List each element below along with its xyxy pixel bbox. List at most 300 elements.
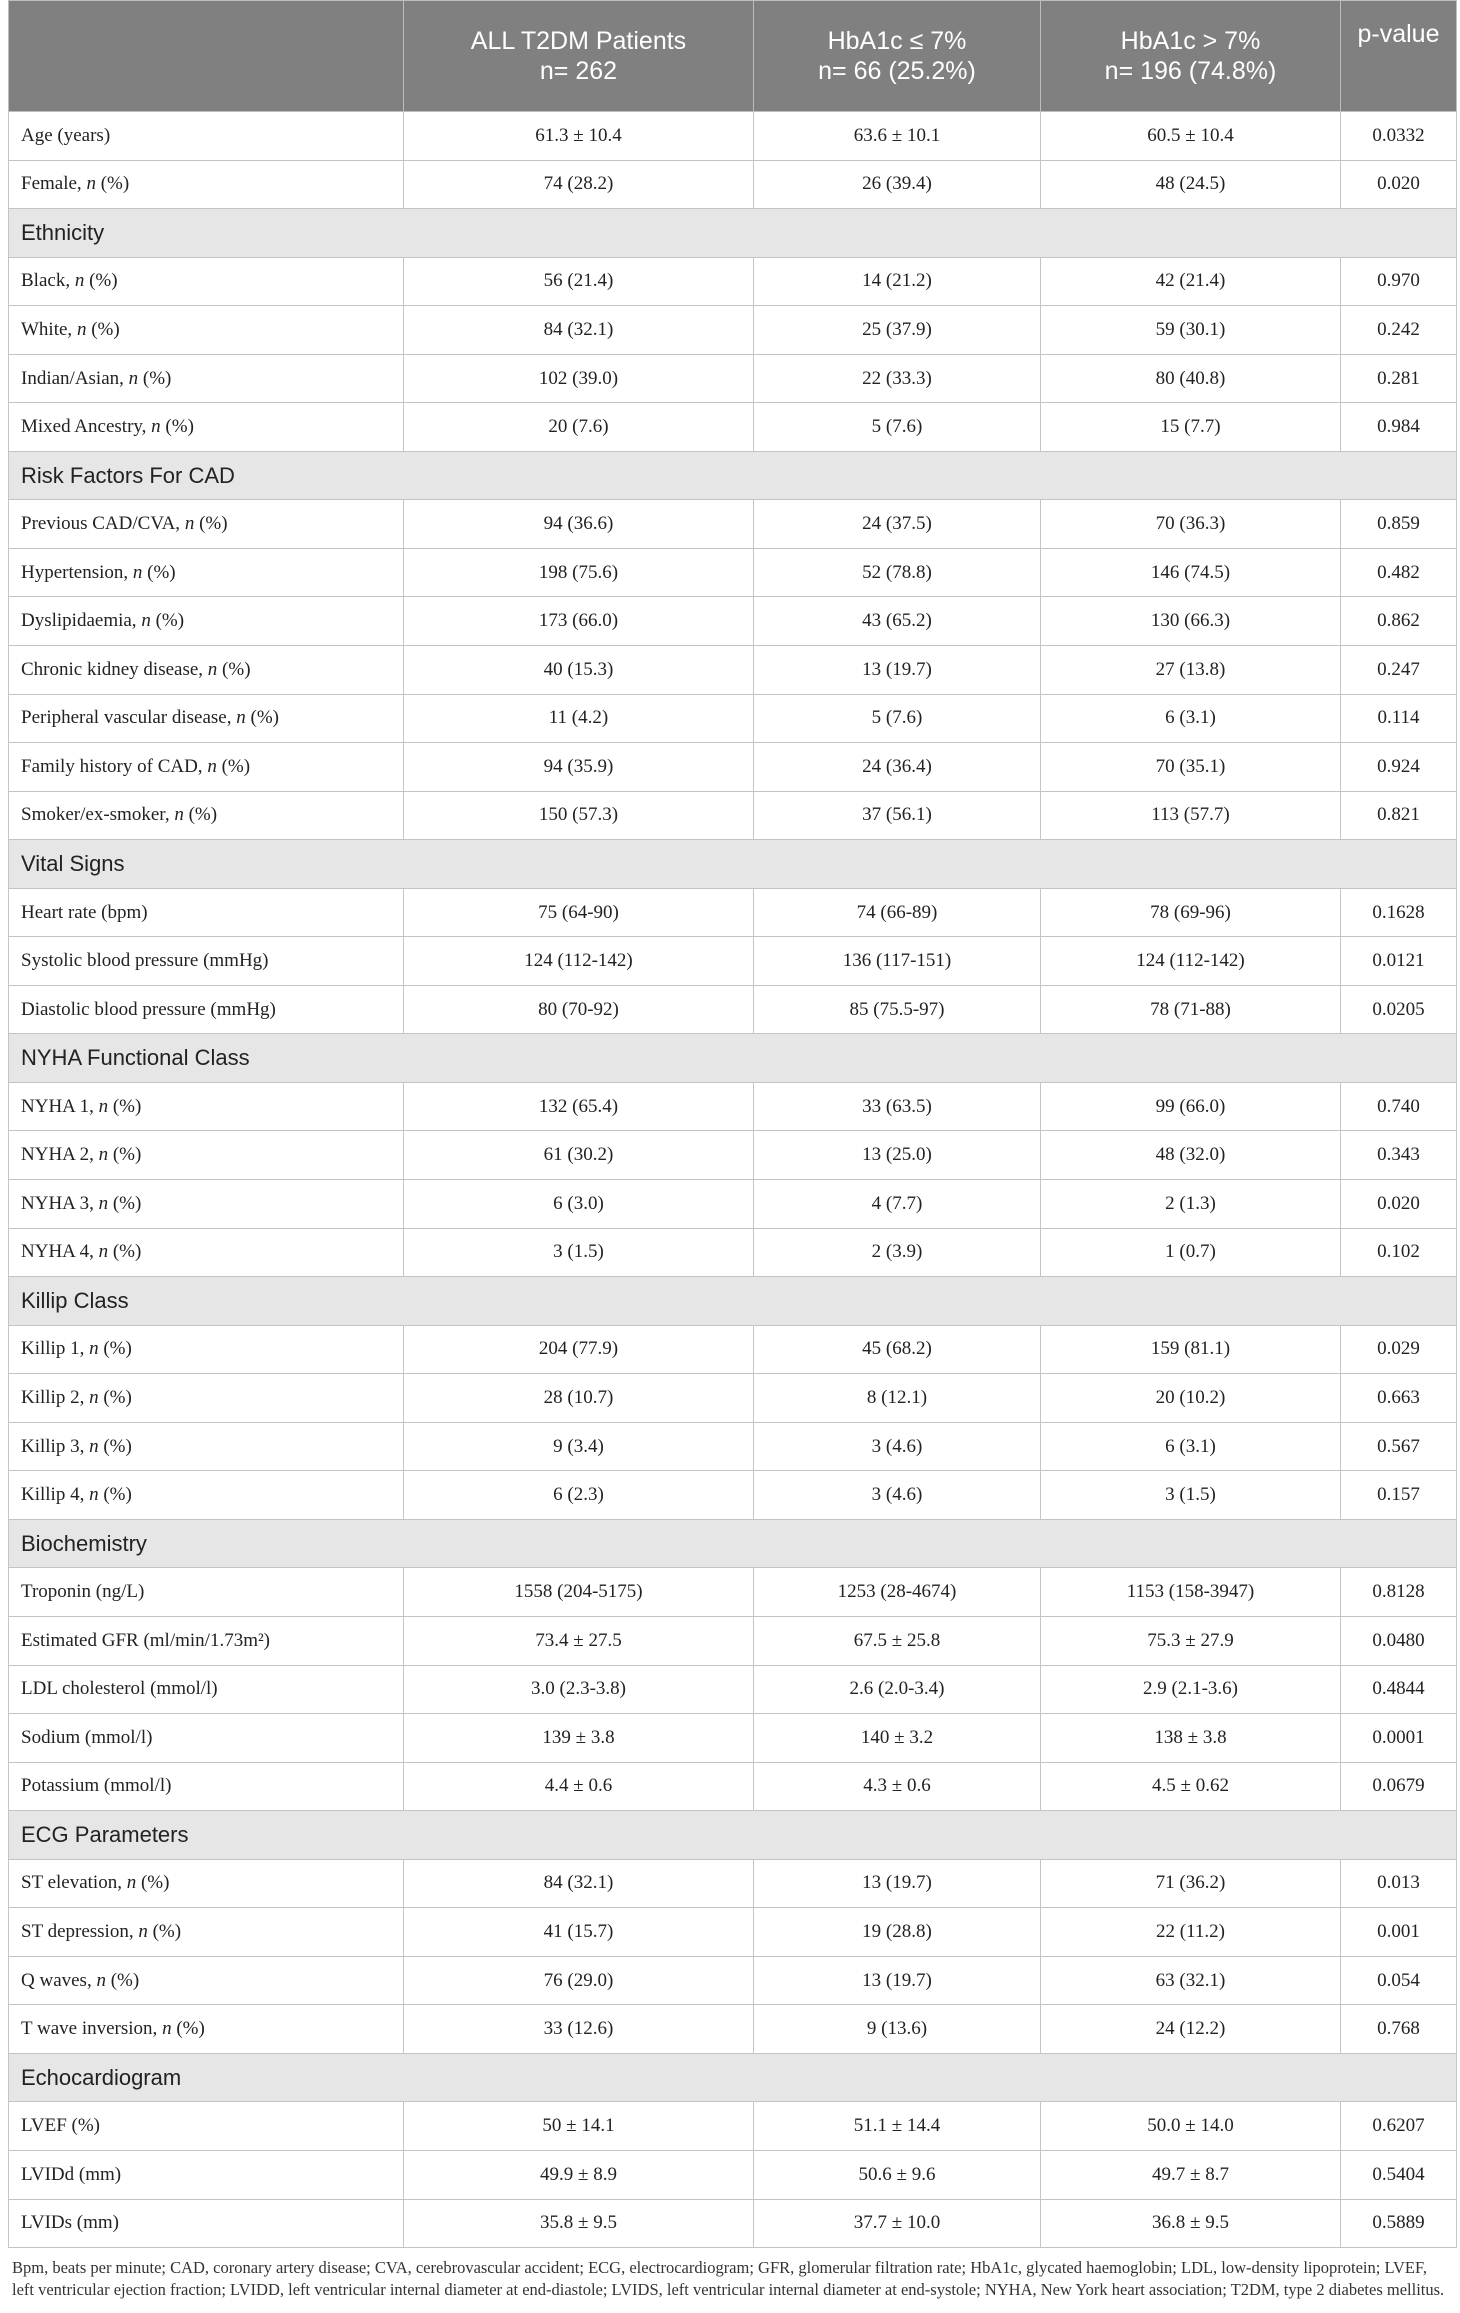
cell-hba1c-high: 124 (112-142) [1041, 937, 1341, 986]
cell-all-patients: 84 (32.1) [404, 1859, 754, 1908]
table-row [9, 791, 1457, 840]
row-label [9, 1422, 404, 1471]
header-hba1c-low [754, 1, 1041, 112]
row-label [9, 1325, 404, 1374]
row-label-text: LVIDs (mm) [21, 2212, 119, 2234]
cell-hba1c-high: 130 (66.3) [1041, 597, 1341, 646]
cell-hba1c-high: 2.9 (2.1-3.6) [1041, 1665, 1341, 1714]
cell-p-value: 0.242 [1341, 306, 1457, 355]
row-label [9, 888, 404, 937]
row-label-unit: (%) [160, 416, 194, 438]
row-label [9, 1228, 404, 1277]
cell-hba1c-high: 78 (71-88) [1041, 985, 1341, 1034]
row-label-unit: (%) [183, 804, 218, 826]
row-label-n: n [89, 1386, 99, 1408]
row-label-unit: (%) [171, 2018, 205, 2040]
row-label-unit: (%) [105, 1969, 140, 1991]
cell-hba1c-high: 113 (57.7) [1041, 791, 1341, 840]
cell-hba1c-high: 4.5 ± 0.62 [1041, 1762, 1341, 1811]
cell-hba1c-low: 45 (68.2) [754, 1325, 1041, 1374]
cell-all-patients: 6 (2.3) [404, 1471, 754, 1520]
cell-hba1c-low: 2 (3.9) [754, 1228, 1041, 1277]
cell-p-value: 0.970 [1341, 257, 1457, 306]
cell-hba1c-low: 4.3 ± 0.6 [754, 1762, 1041, 1811]
cell-hba1c-high: 3 (1.5) [1041, 1471, 1341, 1520]
cell-hba1c-low: 50.6 ± 9.6 [754, 2150, 1041, 2199]
row-label-text: Potassium (mmol/l) [21, 1775, 172, 1797]
cell-hba1c-high: 48 (24.5) [1041, 160, 1341, 209]
cell-all-patients: 49.9 ± 8.9 [404, 2150, 754, 2199]
cell-p-value: 0.247 [1341, 646, 1457, 695]
row-label [9, 1859, 404, 1908]
cell-hba1c-low: 85 (75.5-97) [754, 985, 1041, 1034]
row-label [9, 743, 404, 792]
cell-hba1c-high: 99 (66.0) [1041, 1082, 1341, 1131]
row-label-text: Diastolic blood pressure (mmHg) [21, 998, 276, 1020]
cell-p-value: 0.567 [1341, 1422, 1457, 1471]
cell-hba1c-low: 24 (36.4) [754, 743, 1041, 792]
cell-hba1c-low: 74 (66-89) [754, 888, 1041, 937]
cell-hba1c-high: 27 (13.8) [1041, 646, 1341, 695]
baseline-characteristics-table [8, 0, 1457, 2248]
row-label-n: n [98, 1144, 109, 1166]
cell-hba1c-high: 49.7 ± 8.7 [1041, 2150, 1341, 2199]
row-label [9, 646, 404, 695]
cell-hba1c-low: 13 (19.7) [754, 1859, 1041, 1908]
row-label-unit: (%) [150, 610, 185, 632]
cell-hba1c-low: 51.1 ± 14.4 [754, 2102, 1041, 2151]
row-label-text: Mixed Ancestry, [21, 416, 152, 438]
cell-hba1c-high: 2 (1.3) [1041, 1180, 1341, 1229]
section-row [9, 1277, 1457, 1326]
cell-hba1c-low: 67.5 ± 25.8 [754, 1616, 1041, 1665]
cell-hba1c-low: 4 (7.7) [754, 1180, 1041, 1229]
header-hba1c-high-n: n= 196 (74.8%) [1104, 57, 1277, 85]
cell-hba1c-low: 3 (4.6) [754, 1422, 1041, 1471]
cell-all-patients: 94 (36.6) [404, 500, 754, 549]
cell-hba1c-high: 75.3 ± 27.9 [1041, 1616, 1341, 1665]
row-label-unit: (%) [194, 513, 228, 535]
cell-all-patients: 150 (57.3) [404, 791, 754, 840]
cell-all-patients: 74 (28.2) [404, 160, 754, 209]
row-label-unit: (%) [108, 1192, 142, 1214]
row-label-text: LVIDd (mm) [21, 2163, 122, 2185]
table-row [9, 2102, 1457, 2151]
header-row [9, 1, 1457, 112]
header-hba1c-high [1041, 1, 1341, 112]
cell-hba1c-high: 6 (3.1) [1041, 694, 1341, 743]
row-label-unit: (%) [108, 1144, 142, 1166]
cell-all-patients: 76 (29.0) [404, 1956, 754, 2005]
table-row [9, 354, 1457, 403]
row-label-unit: (%) [95, 173, 130, 195]
row-label-n: n [128, 367, 139, 389]
cell-p-value: 0.0121 [1341, 937, 1457, 986]
row-label-n: n [98, 1095, 109, 1117]
cell-p-value: 0.768 [1341, 2005, 1457, 2054]
row-label-n: n [132, 561, 143, 583]
table-row [9, 1228, 1457, 1277]
cell-all-patients: 41 (15.7) [404, 1908, 754, 1957]
section-row [9, 1811, 1457, 1860]
cell-p-value: 0.0001 [1341, 1714, 1457, 1763]
row-label [9, 694, 404, 743]
cell-hba1c-low: 37.7 ± 10.0 [754, 2199, 1041, 2248]
row-label [9, 1616, 404, 1665]
section-row [9, 1034, 1457, 1083]
row-label-n: n [207, 755, 217, 777]
table-row [9, 1568, 1457, 1617]
cell-hba1c-high: 71 (36.2) [1041, 1859, 1341, 1908]
cell-hba1c-low: 136 (117-151) [754, 937, 1041, 986]
header-hba1c-high-title: HbA1c > 7% [1120, 27, 1261, 55]
row-label [9, 2005, 404, 2054]
row-label-unit: (%) [136, 1872, 170, 1894]
table-container [8, 0, 1456, 2301]
cell-hba1c-low: 5 (7.6) [754, 403, 1041, 452]
table-row [9, 1471, 1457, 1520]
cell-all-patients: 50 ± 14.1 [404, 2102, 754, 2151]
row-label [9, 1762, 404, 1811]
header-all-patients-n: n= 262 [539, 57, 618, 85]
cell-all-patients: 35.8 ± 9.5 [404, 2199, 754, 2248]
table-footnote: Bpm, beats per minute; CAD, coronary artery disease; CVA, cerebrovascular accident; ECG, electrocardiogram; GFR, glomerular filtration rate; HbA1c, glycated haemoglobin; LDL, low-density lipoprotein; LVEF, left ventricular ejection fraction; LVIDD, left ventricular internal diameter at end-diastole; LVIDS, left ventricular internal diameter at end-systole; NYHA, New York heart association; T2DM, type 2 diabetes mellitus. [12, 2258, 1445, 2300]
table-row [9, 1180, 1457, 1229]
cell-all-patients: 56 (21.4) [404, 257, 754, 306]
row-label-text: Killip 3, [21, 1435, 90, 1457]
table-row [9, 112, 1457, 161]
row-label [9, 1374, 404, 1423]
row-label-unit: (%) [142, 561, 176, 583]
cell-hba1c-high: 63 (32.1) [1041, 1956, 1341, 2005]
row-label-text: ST depression, [21, 1921, 139, 1942]
cell-hba1c-low: 9 (13.6) [754, 2005, 1041, 2054]
row-label-text: Smoker/ex-smoker, [21, 804, 175, 826]
row-label-text: Female, [21, 173, 87, 195]
row-label-text: Chronic kidney disease, [21, 658, 208, 680]
row-label [9, 2199, 404, 2248]
cell-hba1c-low: 43 (65.2) [754, 597, 1041, 646]
cell-p-value: 0.281 [1341, 354, 1457, 403]
row-label-n: n [184, 513, 195, 535]
cell-hba1c-low: 63.6 ± 10.1 [754, 112, 1041, 161]
cell-all-patients: 28 (10.7) [404, 1374, 754, 1423]
cell-hba1c-low: 13 (19.7) [754, 646, 1041, 695]
table-row [9, 1131, 1457, 1180]
row-label-text: Heart rate (bpm) [21, 901, 148, 923]
table-header [9, 1, 1457, 112]
row-label-n: n [74, 270, 85, 292]
row-label [9, 1082, 404, 1131]
row-label-unit: (%) [217, 658, 251, 680]
cell-all-patients: 20 (7.6) [404, 403, 754, 452]
row-label [9, 160, 404, 209]
row-label-n: n [89, 1484, 99, 1506]
row-label-text: Age (years) [21, 124, 111, 146]
cell-p-value: 0.1628 [1341, 888, 1457, 937]
table-row [9, 1956, 1457, 2005]
header-p-value: p-value [1341, 1, 1457, 112]
cell-all-patients: 11 (4.2) [404, 694, 754, 743]
row-label-text: Hypertension, [21, 561, 133, 583]
cell-p-value: 0.859 [1341, 500, 1457, 549]
cell-p-value: 0.020 [1341, 160, 1457, 209]
cell-p-value: 0.054 [1341, 1956, 1457, 2005]
table-row [9, 2005, 1457, 2054]
cell-all-patients: 61 (30.2) [404, 1131, 754, 1180]
cell-hba1c-low: 26 (39.4) [754, 160, 1041, 209]
cell-p-value: 0.020 [1341, 1180, 1457, 1229]
cell-hba1c-high: 22 (11.2) [1041, 1908, 1341, 1957]
cell-hba1c-high: 80 (40.8) [1041, 354, 1341, 403]
row-label-unit: (%) [86, 318, 120, 340]
cell-all-patients: 6 (3.0) [404, 1180, 754, 1229]
cell-hba1c-low: 2.6 (2.0-3.4) [754, 1665, 1041, 1714]
row-label [9, 548, 404, 597]
row-label-n: n [162, 2018, 172, 2040]
row-label [9, 1665, 404, 1714]
row-label-unit: (%) [147, 1921, 182, 1942]
section-heading: Echocardiogram [9, 2053, 1457, 2102]
table-row [9, 888, 1457, 937]
cell-hba1c-low: 33 (63.5) [754, 1082, 1041, 1131]
row-label [9, 306, 404, 355]
table-row [9, 1082, 1457, 1131]
cell-p-value: 0.157 [1341, 1471, 1457, 1520]
row-label-text: Systolic blood pressure (mmHg) [21, 950, 269, 972]
cell-all-patients: 139 ± 3.8 [404, 1714, 754, 1763]
row-label [9, 937, 404, 986]
cell-p-value: 0.001 [1341, 1908, 1457, 1957]
row-label-text: NYHA 2, [21, 1144, 99, 1166]
row-label-n: n [126, 1872, 137, 1894]
cell-hba1c-high: 59 (30.1) [1041, 306, 1341, 355]
cell-hba1c-low: 140 ± 3.2 [754, 1714, 1041, 1763]
cell-hba1c-low: 8 (12.1) [754, 1374, 1041, 1423]
cell-all-patients: 3 (1.5) [404, 1228, 754, 1277]
table-row [9, 1665, 1457, 1714]
row-label [9, 985, 404, 1034]
table-row [9, 403, 1457, 452]
table-row [9, 694, 1457, 743]
cell-hba1c-high: 42 (21.4) [1041, 257, 1341, 306]
row-label [9, 1568, 404, 1617]
row-label-unit: (%) [98, 1338, 132, 1360]
row-label [9, 1714, 404, 1763]
section-heading: Killip Class [9, 1277, 1457, 1326]
cell-all-patients: 204 (77.9) [404, 1325, 754, 1374]
row-label-n: n [98, 1241, 109, 1263]
header-variable [9, 1, 404, 112]
row-label-text: Previous CAD/CVA, [21, 513, 185, 535]
cell-hba1c-low: 13 (25.0) [754, 1131, 1041, 1180]
row-label-n: n [174, 804, 184, 826]
cell-all-patients: 102 (39.0) [404, 354, 754, 403]
row-label-unit: (%) [98, 1386, 132, 1408]
row-label-text: Killip 2, [21, 1386, 90, 1408]
cell-hba1c-high: 15 (7.7) [1041, 403, 1341, 452]
row-label-text: Killip 4, [21, 1484, 90, 1506]
cell-p-value: 0.114 [1341, 694, 1457, 743]
row-label-n: n [86, 173, 96, 195]
cell-hba1c-high: 159 (81.1) [1041, 1325, 1341, 1374]
section-heading: Risk Factors For CAD [9, 451, 1457, 500]
cell-p-value: 0.0480 [1341, 1616, 1457, 1665]
section-heading: ECG Parameters [9, 1811, 1457, 1860]
table-row [9, 1714, 1457, 1763]
cell-hba1c-high: 78 (69-96) [1041, 888, 1341, 937]
cell-all-patients: 61.3 ± 10.4 [404, 112, 754, 161]
cell-hba1c-high: 24 (12.2) [1041, 2005, 1341, 2054]
row-label-unit: (%) [84, 270, 118, 292]
cell-hba1c-high: 70 (36.3) [1041, 500, 1341, 549]
cell-all-patients: 84 (32.1) [404, 306, 754, 355]
table-row [9, 646, 1457, 695]
table-row [9, 1325, 1457, 1374]
cell-hba1c-high: 6 (3.1) [1041, 1422, 1341, 1471]
row-label [9, 500, 404, 549]
row-label [9, 1908, 404, 1957]
cell-p-value: 0.0679 [1341, 1762, 1457, 1811]
row-label [9, 1180, 404, 1229]
section-heading: Biochemistry [9, 1519, 1457, 1568]
row-label [9, 1956, 404, 2005]
section-row [9, 2053, 1457, 2102]
cell-hba1c-low: 19 (28.8) [754, 1908, 1041, 1957]
cell-p-value: 0.984 [1341, 403, 1457, 452]
cell-p-value: 0.924 [1341, 743, 1457, 792]
row-label-text: Troponin (ng/L) [21, 1581, 145, 1603]
row-label-unit: (%) [216, 755, 251, 777]
cell-hba1c-high: 36.8 ± 9.5 [1041, 2199, 1341, 2248]
cell-p-value: 0.102 [1341, 1228, 1457, 1277]
row-label-text: Peripheral vascular disease, [21, 707, 237, 729]
row-label-text: Dyslipidaemia, [21, 610, 142, 632]
row-label [9, 403, 404, 452]
header-hba1c-low-n: n= 66 (25.2%) [818, 57, 976, 85]
table-row [9, 985, 1457, 1034]
cell-p-value: 0.029 [1341, 1325, 1457, 1374]
cell-hba1c-low: 5 (7.6) [754, 694, 1041, 743]
row-label-n: n [98, 1192, 109, 1214]
row-label [9, 791, 404, 840]
cell-hba1c-high: 60.5 ± 10.4 [1041, 112, 1341, 161]
cell-p-value: 0.5889 [1341, 2199, 1457, 2248]
row-label-text: Sodium (mmol/l) [21, 1726, 153, 1748]
table-row [9, 1908, 1457, 1957]
row-label-n: n [89, 1338, 99, 1360]
cell-hba1c-high: 1 (0.7) [1041, 1228, 1341, 1277]
row-label-unit: (%) [98, 1435, 132, 1457]
cell-all-patients: 94 (35.9) [404, 743, 754, 792]
cell-hba1c-low: 22 (33.3) [754, 354, 1041, 403]
table-row [9, 160, 1457, 209]
cell-all-patients: 4.4 ± 0.6 [404, 1762, 754, 1811]
row-label-n: n [141, 610, 151, 632]
cell-hba1c-high: 146 (74.5) [1041, 548, 1341, 597]
cell-all-patients: 132 (65.4) [404, 1082, 754, 1131]
row-label [9, 354, 404, 403]
cell-p-value: 0.0332 [1341, 112, 1457, 161]
header-all-patients [404, 1, 754, 112]
table-row [9, 1616, 1457, 1665]
row-label-text: Black, [21, 270, 75, 292]
table-row [9, 548, 1457, 597]
table-row [9, 1374, 1457, 1423]
cell-hba1c-high: 138 ± 3.8 [1041, 1714, 1341, 1763]
table-row [9, 937, 1457, 986]
cell-hba1c-low: 1253 (28-4674) [754, 1568, 1041, 1617]
row-label-text: LVEF (%) [21, 2115, 100, 2137]
section-row [9, 1519, 1457, 1568]
cell-all-patients: 75 (64-90) [404, 888, 754, 937]
table-row [9, 743, 1457, 792]
row-label-text: NYHA 1, [21, 1095, 99, 1117]
row-label [9, 257, 404, 306]
cell-p-value: 0.4844 [1341, 1665, 1457, 1714]
row-label [9, 112, 404, 161]
table-row [9, 2199, 1457, 2248]
row-label-text: Killip 1, [21, 1338, 90, 1360]
cell-hba1c-high: 70 (35.1) [1041, 743, 1341, 792]
row-label-text: Estimated GFR (ml/min/1.73m²) [21, 1629, 270, 1651]
cell-hba1c-low: 13 (19.7) [754, 1956, 1041, 2005]
table-row [9, 500, 1457, 549]
cell-hba1c-low: 14 (21.2) [754, 257, 1041, 306]
row-label-text: NYHA 4, [21, 1241, 99, 1263]
section-row [9, 840, 1457, 889]
cell-hba1c-high: 48 (32.0) [1041, 1131, 1341, 1180]
cell-hba1c-low: 37 (56.1) [754, 791, 1041, 840]
row-label-n: n [89, 1435, 99, 1457]
row-label-text: LDL cholesterol (mmol/l) [21, 1678, 218, 1700]
cell-all-patients: 80 (70-92) [404, 985, 754, 1034]
cell-p-value: 0.6207 [1341, 2102, 1457, 2151]
section-heading: NYHA Functional Class [9, 1034, 1457, 1083]
cell-p-value: 0.0205 [1341, 985, 1457, 1034]
row-label-text: Indian/Asian, [21, 367, 129, 389]
row-label [9, 1131, 404, 1180]
cell-all-patients: 1558 (204-5175) [404, 1568, 754, 1617]
row-label-text: White, [21, 318, 77, 340]
table-row [9, 1762, 1457, 1811]
cell-all-patients: 3.0 (2.3-3.8) [404, 1665, 754, 1714]
cell-hba1c-high: 20 (10.2) [1041, 1374, 1341, 1423]
row-label-unit: (%) [98, 1484, 132, 1506]
table-row [9, 1422, 1457, 1471]
row-label-unit: (%) [138, 367, 172, 389]
row-label [9, 2102, 404, 2151]
cell-hba1c-high: 50.0 ± 14.0 [1041, 2102, 1341, 2151]
cell-p-value: 0.821 [1341, 791, 1457, 840]
cell-all-patients: 198 (75.6) [404, 548, 754, 597]
table-row [9, 257, 1457, 306]
row-label-n: n [96, 1969, 106, 1991]
section-heading: Vital Signs [9, 840, 1457, 889]
cell-all-patients: 124 (112-142) [404, 937, 754, 986]
row-label [9, 597, 404, 646]
cell-all-patients: 73.4 ± 27.5 [404, 1616, 754, 1665]
cell-hba1c-low: 52 (78.8) [754, 548, 1041, 597]
row-label-text: T wave inversion, [21, 2018, 163, 2040]
row-label-n: n [151, 416, 161, 438]
cell-p-value: 0.663 [1341, 1374, 1457, 1423]
section-row [9, 209, 1457, 258]
cell-hba1c-high: 1153 (158-3947) [1041, 1568, 1341, 1617]
table-row [9, 597, 1457, 646]
cell-p-value: 0.8128 [1341, 1568, 1457, 1617]
row-label-text: Q waves, [21, 1969, 97, 1991]
